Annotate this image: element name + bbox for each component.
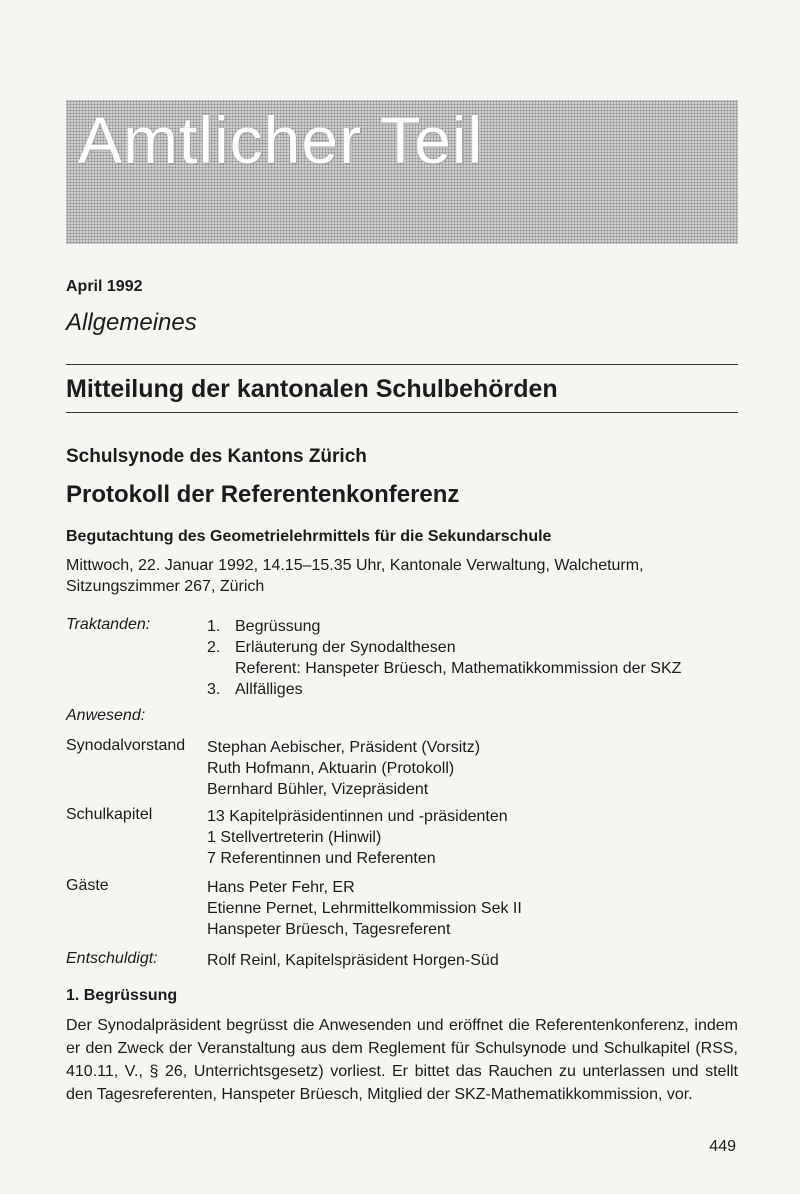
headline: Mitteilung der kantonalen Schulbehörden <box>66 375 558 403</box>
document-title: Protokoll der Referentenkonferenz <box>66 481 460 508</box>
member-line: 13 Kapitelpräsidentinnen und -präsidenten <box>207 808 508 825</box>
agenda-text: Allfälliges <box>235 681 303 698</box>
agenda-text: Referent: Hanspeter Brüesch, Mathematikkommission der SKZ <box>235 660 682 677</box>
member-line: Etienne Pernet, Lehrmittelkommission Sek II <box>207 900 522 917</box>
agenda-item <box>207 679 681 700</box>
agenda-text: Begrüssung <box>235 618 321 635</box>
group-label: Synodalvorstand <box>66 737 186 754</box>
agenda-item <box>207 658 681 679</box>
section-name: Allgemeines <box>66 309 197 336</box>
group-members <box>207 877 522 940</box>
agenda-number: 3. <box>207 681 221 698</box>
agenda-item <box>207 637 681 658</box>
entschuldigt-label: Entschuldigt: <box>66 950 158 967</box>
banner-title: Amtlicher Teil <box>78 103 484 177</box>
group-label: Gäste <box>66 877 109 894</box>
traktanden-label: Traktanden: <box>66 616 151 633</box>
member-line: Hans Peter Fehr, ER <box>207 879 355 896</box>
group-members <box>207 806 508 869</box>
issue-date: April 1992 <box>66 278 143 295</box>
group-label: Schulkapitel <box>66 806 153 823</box>
entschuldigt-text: Rolf Reinl, Kapitelspräsident Horgen-Süd <box>207 952 499 969</box>
member-line: 7 Referentinnen und Referenten <box>207 850 436 867</box>
top-rule <box>66 364 738 365</box>
member-line: Stephan Aebischer, Präsident (Vorsitz) <box>207 739 481 756</box>
agenda-number: 2. <box>207 639 221 656</box>
title-banner <box>66 100 738 244</box>
bottom-rule <box>66 412 738 413</box>
member-line: Hanspeter Brüesch, Tagesreferent <box>207 921 451 938</box>
topic-heading: Begutachtung des Geometrielehrmittels für die Sekundarschule <box>66 528 552 545</box>
meeting-details: Mittwoch, 22. Januar 1992, 14.15–15.35 Uhr, Kantonale Verwaltung, Walcheturm, Sitzungszimmer 267, Zürich <box>66 557 644 595</box>
section-body: Der Synodalpräsident begrüsst die Anwesenden und eröffnet die Referentenkonferenz, indem er den Zweck der Veranstaltung aus dem Reglement für Schulsynode und Schulkapitel (RSS, 410.11, V., § 26, Unterrichtsgesetz) vorliest. Er bittet das Rauchen zu unterlassen und stellt den Tagesreferenten, Hanspeter Brüesch, Mitglied der SKZ-Mathematikkommission, vor. <box>66 1017 738 1103</box>
member-line: 1 Stellvertreterin (Hinwil) <box>207 829 382 846</box>
anwesend-label: Anwesend: <box>66 707 146 724</box>
member-line: Ruth Hofmann, Aktuarin (Protokoll) <box>207 760 455 777</box>
agenda-number: 1. <box>207 618 221 635</box>
subtitle: Schulsynode des Kantons Zürich <box>66 446 367 467</box>
page-number: 449 <box>709 1138 736 1155</box>
section-heading: 1. Begrüssung <box>66 987 178 1004</box>
agenda-item <box>207 616 681 637</box>
group-members <box>207 737 480 800</box>
agenda-list <box>207 616 681 700</box>
agenda-text: Erläuterung der Synodalthesen <box>235 639 456 656</box>
member-line: Bernhard Bühler, Vizepräsident <box>207 781 429 798</box>
